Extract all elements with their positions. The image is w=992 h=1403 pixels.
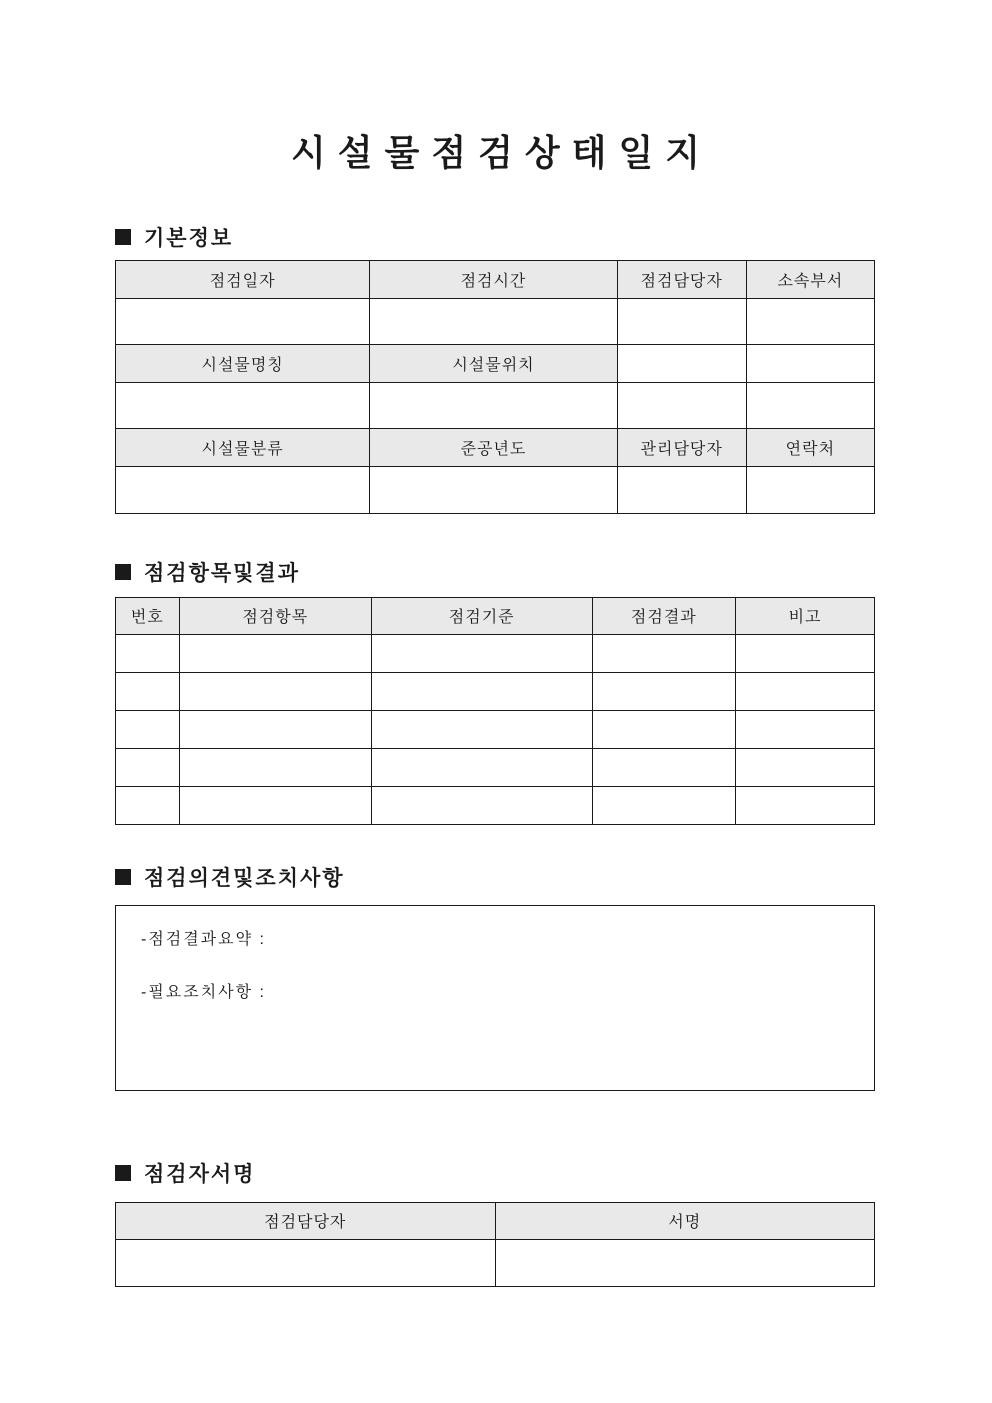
- header-contact: 연락처: [746, 428, 874, 466]
- empty-cell: [179, 748, 371, 786]
- signature-table: [115, 1202, 875, 1287]
- empty-cell: [116, 466, 370, 513]
- empty-cell: [370, 466, 617, 513]
- header-completion-year: 준공년도: [370, 428, 617, 466]
- empty-cell: [592, 710, 735, 748]
- opinion-box: [115, 905, 875, 1091]
- empty-cell: [179, 786, 371, 824]
- opinion-summary-label: -점검결과요약 :: [141, 930, 266, 948]
- empty-cell: [746, 466, 874, 513]
- black-square-icon: [115, 229, 131, 245]
- empty-cell: [179, 634, 371, 672]
- empty-cell: [179, 710, 371, 748]
- header-no: 번호: [116, 597, 180, 634]
- empty-cell: [736, 786, 875, 824]
- empty-cell: [371, 634, 592, 672]
- empty-cell: [116, 748, 180, 786]
- empty-cell: [371, 786, 592, 824]
- black-square-icon: [115, 564, 131, 580]
- header-signature: 서명: [495, 1202, 875, 1239]
- empty-cell: [179, 672, 371, 710]
- empty-cell: [116, 634, 180, 672]
- empty-cell: [592, 748, 735, 786]
- check-items-table: [115, 597, 875, 825]
- section-title-opinion: 점검의견및조치사항: [144, 867, 345, 891]
- empty-cell: [370, 298, 617, 344]
- document-content: [0, 225, 992, 1287]
- empty-cell: [617, 298, 746, 344]
- empty-cell: [617, 344, 746, 382]
- header-facility-category: 시설물분류: [116, 428, 370, 466]
- empty-cell: [592, 672, 735, 710]
- empty-cell: [592, 634, 735, 672]
- section-title-check-items: 점검항목및결과: [144, 562, 301, 586]
- empty-cell: [746, 298, 874, 344]
- header-inspection-date: 점검일자: [116, 260, 370, 298]
- header-inspector: 점검담당자: [617, 260, 746, 298]
- section-heading-basic-info: [115, 225, 875, 250]
- header-department: 소속부서: [746, 260, 874, 298]
- empty-cell: [371, 672, 592, 710]
- section-title-signature: 점검자서명: [144, 1163, 256, 1187]
- empty-cell: [370, 382, 617, 428]
- empty-cell: [746, 344, 874, 382]
- header-inspection-time: 점검시간: [370, 260, 617, 298]
- empty-cell: [736, 634, 875, 672]
- empty-cell: [116, 1239, 496, 1286]
- empty-cell: [116, 786, 180, 824]
- header-facility-manager: 관리담당자: [617, 428, 746, 466]
- black-square-icon: [115, 869, 131, 885]
- empty-cell: [371, 748, 592, 786]
- empty-cell: [116, 710, 180, 748]
- header-check-criteria: 점검기준: [371, 597, 592, 634]
- empty-cell: [617, 466, 746, 513]
- header-facility-name: 시설물명칭: [116, 344, 370, 382]
- empty-cell: [116, 382, 370, 428]
- section-title-basic-info: 기본정보: [144, 227, 234, 251]
- empty-cell: [371, 710, 592, 748]
- empty-cell: [116, 672, 180, 710]
- empty-cell: [116, 298, 370, 344]
- empty-cell: [736, 672, 875, 710]
- empty-cell: [736, 710, 875, 748]
- section-heading-check-items: [115, 560, 875, 585]
- header-check-result: 점검결과: [592, 597, 735, 634]
- empty-cell: [736, 748, 875, 786]
- document-title: 시 설 물 점 검 상 태 일 지: [291, 132, 701, 173]
- black-square-icon: [115, 1165, 131, 1181]
- header-facility-location: 시설물위치: [370, 344, 617, 382]
- section-heading-opinion: [115, 865, 875, 890]
- empty-cell: [495, 1239, 875, 1286]
- header-check-item: 점검항목: [179, 597, 371, 634]
- empty-cell: [617, 382, 746, 428]
- header-inspector-name: 점검담당자: [116, 1202, 496, 1239]
- opinion-action-label: -필요조치사항 :: [141, 983, 266, 1001]
- empty-cell: [746, 382, 874, 428]
- basic-info-table: [115, 260, 875, 514]
- header-remarks: 비고: [736, 597, 875, 634]
- section-heading-signature: [115, 1161, 875, 1186]
- empty-cell: [592, 786, 735, 824]
